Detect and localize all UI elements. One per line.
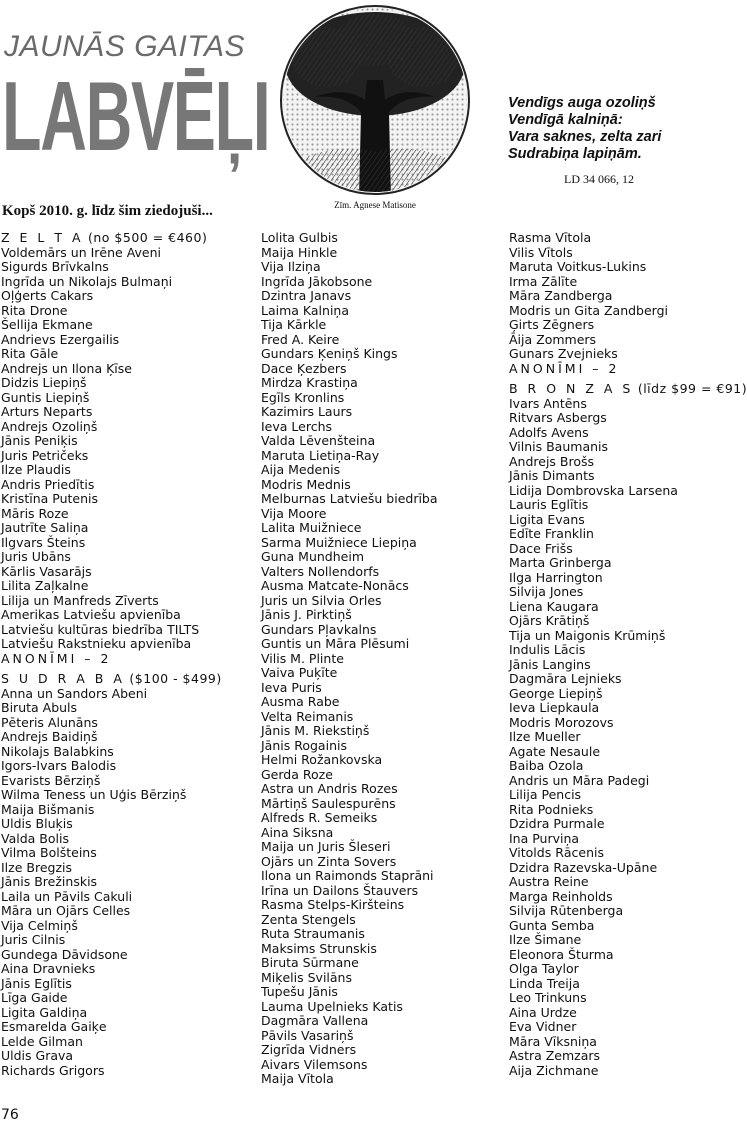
donor-name: Leo Trinkuns [509, 990, 587, 1005]
donor-name: Andrejs Brošs [509, 453, 595, 469]
donor-name: Jānis Eglītis [1, 975, 72, 991]
donor-name: Ieva Liepkaula [509, 700, 600, 715]
donor-name: Lelde Gilman [1, 1033, 83, 1049]
donor-name: Adolfs Avens [509, 424, 589, 440]
donor-name: Jānis Dimants [509, 468, 595, 483]
donor-name: Ritvars Asbergs [509, 410, 607, 425]
donor-name: Rita Drone [1, 302, 68, 318]
donor-name: Aija Medenis [261, 462, 341, 477]
donor-name: Lalita Muižniece [261, 520, 362, 535]
donor-name: Fred A. Keire [261, 331, 340, 347]
donor-name: Gunars Zvejnieks [509, 346, 618, 361]
donor-name: Andrejs Baidiņš [1, 729, 98, 744]
donor-name: Pāvils Vasariņš [261, 1027, 354, 1043]
donor-name: Mārtiņš Saulespurēns [261, 795, 396, 811]
donor-name: Lidija Dombrovska Larsena [509, 482, 678, 498]
donor-name: Tupešu Jānis [261, 984, 338, 999]
donor-name: Eleonora Šturma [509, 946, 614, 962]
donor-name: Uldis Bluķis [1, 816, 73, 831]
donor-name: Indulis Lācis [509, 642, 586, 657]
donor-name: Esmarelda Gaiķe [1, 1019, 107, 1034]
donor-name: Rasma Vītola [509, 230, 592, 245]
donor-name: Juris Petričeks [1, 447, 89, 463]
donor-name: Maija un Juris Šleseri [261, 839, 391, 854]
anonymous-count: ANONĪMI – 2 [1, 650, 112, 666]
donor-name: Baiba Ozola [509, 758, 584, 773]
donor-name: Aina Siksna [261, 824, 334, 840]
donor-name: Maruta Lietiņa-Ray [261, 447, 380, 463]
donor-name: Gundega Dāvidsone [1, 946, 128, 962]
donor-name: Oļģerts Cakars [1, 288, 94, 303]
donor-name: Andris Priedītis [1, 476, 95, 492]
donor-name: Laima Kalniņa [261, 302, 349, 318]
donor-name: Ina Purviņa [509, 830, 580, 846]
donor-name: Šellija Ekmane [1, 317, 93, 332]
section-heading-zelta [1, 231, 222, 246]
page-title: LABVĒĻI [2, 61, 270, 171]
donor-name: Jānis Rogainis [261, 737, 347, 753]
donor-name: Laila un Pāvils Cakuli [1, 888, 133, 904]
donor-name: Vitolds Rācenis [509, 845, 605, 860]
donor-name: Kazimirs Laurs [261, 404, 353, 419]
magazine-name: JAUNĀS GAITAS [4, 30, 245, 63]
donor-name: Ieva Puris [261, 679, 322, 695]
donor-name: Sarma Muižniece Liepiņa [261, 534, 417, 550]
donor-name: Vilis M. Plinte [261, 650, 344, 666]
donor-name: Guna Mundheim [261, 549, 364, 564]
donor-name: Andris un Māra Padegi [509, 772, 650, 788]
donor-name: Jānis Peniķis [1, 433, 78, 448]
donor-name: Latviešu Rakstnieku apvienība [1, 636, 192, 651]
donor-name: Ilona un Raimonds Staprāni [261, 868, 434, 883]
donor-name: Sigurds Brīvkalns [1, 259, 109, 274]
donor-name: Lilija un Manfreds Zīverts [1, 592, 159, 608]
donor-name: Andrejs Ozoliņš [1, 418, 98, 434]
donor-name: Dzidra Razevska-Upāne [509, 859, 658, 875]
donor-name: Modris Mednis [261, 476, 351, 492]
donor-name: Ilgvars Šteins [1, 534, 86, 550]
donor-name: Dzintra Janavs [261, 288, 352, 303]
donor-name: Nikolajs Balabkins [1, 743, 114, 759]
donor-name: Jānis J. Pirktiņš [261, 607, 352, 622]
donor-name: Rita Gāle [1, 346, 59, 361]
oak-tree-illustration [275, 2, 475, 198]
donor-name: Miķelis Svilāns [261, 969, 352, 985]
folk-song-verse [508, 95, 698, 163]
donor-name: Dagmāra Lejnieks [509, 671, 622, 686]
donor-name: Vija Moore [261, 505, 327, 521]
donor-name: Lilija Pencis [509, 787, 582, 802]
donor-name: Kārlis Vasarājs [1, 563, 92, 579]
donor-name: Māra un Ojārs Celles [1, 903, 131, 918]
donor-name: Ausma Matcate-Nonācs [261, 578, 409, 593]
donor-name: Latviešu kultūras biedrība TILTS [1, 621, 200, 637]
section-title: S U D R A B A [1, 671, 125, 686]
donor-name: Maksims Strunskis [261, 940, 377, 956]
donor-name: Ilze Šimane [509, 932, 582, 947]
donor-name: Vilis Vītols [509, 244, 573, 260]
donor-name: Juris un Silvia Orles [261, 592, 382, 608]
page-number: 76 [1, 1107, 19, 1123]
donor-name: Āija Zommers [509, 331, 597, 347]
donor-name: Ģirts Zēgners [509, 317, 595, 332]
donor-name: Lilita Zaļkalne [1, 578, 89, 593]
donor-name: Tija Kārkle [261, 317, 327, 332]
donor-name: Juris Cilnis [1, 932, 66, 947]
donor-name: Pēteris Alunāns [1, 714, 98, 730]
donor-name: Igors-Ivars Balodis [1, 758, 117, 773]
section-range: ($100 - $499) [129, 671, 222, 686]
donor-name: Velta Reimanis [261, 708, 354, 724]
donor-name: Modris un Gita Zandbergi [509, 302, 669, 318]
donor-name: Austra Reine [509, 874, 589, 889]
donor-name: Aija Zichmane [509, 1062, 599, 1078]
donor-name: Kristīna Putenis [1, 491, 98, 506]
donor-name: Guntis Liepiņš [1, 389, 90, 405]
donor-name: Ruta Straumanis [261, 926, 365, 941]
donor-name: Biruta Sūrmane [261, 955, 359, 970]
verse-line: Vendīgā kalniņā: [508, 112, 623, 128]
donor-name: Agate Nesaule [509, 743, 601, 759]
donor-name: Valda Bolis [1, 830, 69, 846]
donor-name: Māra Zandberga [509, 288, 613, 303]
section-range: (līdz $99 = €91) [637, 381, 747, 396]
donor-column-1 [1, 231, 222, 1078]
donor-name: Liena Kaugara [509, 598, 599, 614]
donor-name: Richards Grigors [1, 1062, 105, 1078]
donor-name: Vilnis Baumanis [509, 439, 609, 454]
donor-name: Ilze Bregzis [1, 859, 72, 875]
donor-name: Marga Reinholds [509, 888, 613, 904]
donor-name: Arturs Neparts [1, 404, 93, 419]
donor-name: Dace Ķezbers [261, 360, 347, 376]
donor-name: Didzis Liepiņš [1, 375, 87, 390]
verse-line: Sudrabiņa lapiņām. [508, 146, 642, 162]
verse-line: Vendīgs auga ozoliņš [508, 95, 656, 111]
donor-name: Aina Urdze [509, 1004, 577, 1020]
illustration-credit: Zīm. Agnese Matisone [334, 200, 416, 210]
donor-column-2 [261, 231, 438, 1087]
donor-name: Gerda Roze [261, 766, 333, 782]
donor-name: Jautrīte Saliņa [1, 520, 89, 535]
donor-name: Modris Morozovs [509, 714, 614, 730]
donor-name: Ivars Antēns [509, 395, 587, 411]
donor-name: Maruta Voitkus-Lukins [509, 259, 647, 274]
donor-name: Irma Zālīte [509, 273, 578, 289]
donor-name: Māris Roze [1, 505, 69, 521]
donor-name: Vija Ilziņa [261, 259, 321, 274]
section-title: B R O N Z A S [509, 381, 634, 396]
donor-name: Zenta Stengels [261, 911, 356, 927]
donor-name: Lauris Eglītis [509, 497, 589, 512]
donor-name: Helmi Rožankovska [261, 752, 383, 767]
donor-name: Vilma Bolšteins [1, 845, 97, 860]
donor-name: Juris Ubāns [1, 549, 71, 564]
since-heading: Kopš 2010. g. līdz šim ziedojuši... [2, 203, 213, 219]
donor-name: Astra Zemzars [509, 1048, 601, 1063]
donor-name: Maija Hinkle [261, 244, 338, 260]
section-heading-bronzas [509, 382, 747, 397]
donor-name: Voldemārs un Irēne Aveni [1, 244, 162, 260]
donor-name: Ilze Mueller [509, 729, 581, 744]
donor-name: Rita Podnieks [509, 801, 594, 817]
donor-column-3 [509, 231, 747, 1078]
donor-name: Ingrīda un Nikolajs Bulmaņi [1, 273, 173, 289]
donor-name: Linda Treija [509, 975, 580, 991]
donor-name: Edīte Franklin [509, 526, 594, 541]
donor-name: Melburnas Latviešu biedrība [261, 491, 438, 506]
donor-name: Maija Bišmanis [1, 801, 95, 817]
donor-name: Marta Grinberga [509, 555, 612, 570]
donor-name: Ieva Lerchs [261, 418, 333, 434]
donor-name: Silvija Rūtenberga [509, 903, 624, 918]
donor-name: Andrievs Ezergailis [1, 331, 120, 347]
donor-name: Evarists Bērziņš [1, 772, 101, 788]
donor-name: George Liepiņš [509, 685, 603, 701]
donor-name: Rasma Stelps-Kiršteins [261, 897, 405, 912]
section-heading-sudraba [1, 672, 222, 687]
donor-name: Jānis M. Riekstiņš [261, 723, 370, 738]
donor-name: Māra Vīksniņa [509, 1033, 597, 1049]
donor-name: Valters Nollendorfs [261, 563, 380, 579]
donor-name: Aivars Vilemsons [261, 1056, 368, 1072]
donor-name: Biruta Abuls [1, 700, 78, 715]
donor-name: Jānis Langins [509, 656, 591, 672]
donor-name: Tija un Maigonis Krūmiņš [509, 627, 666, 643]
donor-name: Anna un Sandors Abeni [1, 685, 148, 701]
donor-name: Mirdza Krastiņa [261, 375, 358, 390]
section-title: Z E L T A [1, 230, 84, 245]
donor-name: Ingrīda Jākobsone [261, 273, 373, 289]
donor-name: Ligita Galdiņa [1, 1004, 88, 1020]
donor-name: Vija Celmiņš [1, 917, 78, 933]
donor-name: Līga Gaide [1, 990, 68, 1005]
donor-name: Aina Dravnieks [1, 961, 96, 976]
donor-name: Dzidra Purmale [509, 816, 605, 831]
donor-name: Silvija Jones [509, 584, 584, 599]
donor-name: Lauma Upelnieks Katis [261, 998, 403, 1014]
anonymous-count: ANONĪMI – 2 [509, 360, 620, 376]
donor-name: Valda Lēvenšteina [261, 433, 376, 448]
donor-name: Ilga Harrington [509, 569, 603, 585]
section-range: (no $500 = €460) [88, 230, 208, 245]
donor-name: Wilma Teness un Uģis Bērziņš [1, 787, 187, 802]
verse-reference: LD 34 066, 12 [564, 172, 634, 186]
donor-name: Gundars Pļavkalns [261, 621, 377, 637]
donor-name: Dagmāra Vallena [261, 1013, 369, 1028]
donor-name: Jānis Brežinskis [1, 874, 98, 889]
donor-name: Egīls Kronlins [261, 389, 345, 405]
donor-name: Alfreds R. Semeiks [261, 810, 378, 825]
donor-name: Lolita Gulbis [261, 230, 338, 245]
donor-name: Gundars Ķeniņš Kings [261, 346, 398, 361]
donor-name: Ausma Rabe [261, 694, 340, 709]
donor-name: Ilze Plaudis [1, 462, 71, 477]
donor-name: Andrejs un Ilona Ķīse [1, 360, 132, 376]
donor-name: Uldis Grava [1, 1048, 74, 1063]
donor-name: Eva Vidner [509, 1019, 577, 1034]
donor-name: Zigrīda Vidners [261, 1042, 357, 1057]
donor-name: Ojārs un Zinta Sovers [261, 853, 397, 869]
donor-name: Irīna un Dailons Štauvers [261, 882, 419, 898]
donor-name: Ligita Evans [509, 511, 585, 527]
donor-name: Maija Vītola [261, 1071, 334, 1086]
donor-name: Ojārs Krātiņš [509, 613, 590, 628]
donor-name: Guntis un Māra Plēsumi [261, 636, 410, 651]
donor-name: Dace Frišs [509, 540, 573, 556]
donor-name: Gunta Semba [509, 917, 595, 933]
donor-name: Amerikas Latviešu apvienība [1, 607, 181, 622]
donor-name: Astra un Andris Rozes [261, 781, 398, 796]
verse-line: Vara saknes, zelta zari [508, 129, 662, 145]
donor-name: Vaiva Puķīte [261, 665, 338, 680]
donor-name: Olga Taylor [509, 961, 579, 976]
